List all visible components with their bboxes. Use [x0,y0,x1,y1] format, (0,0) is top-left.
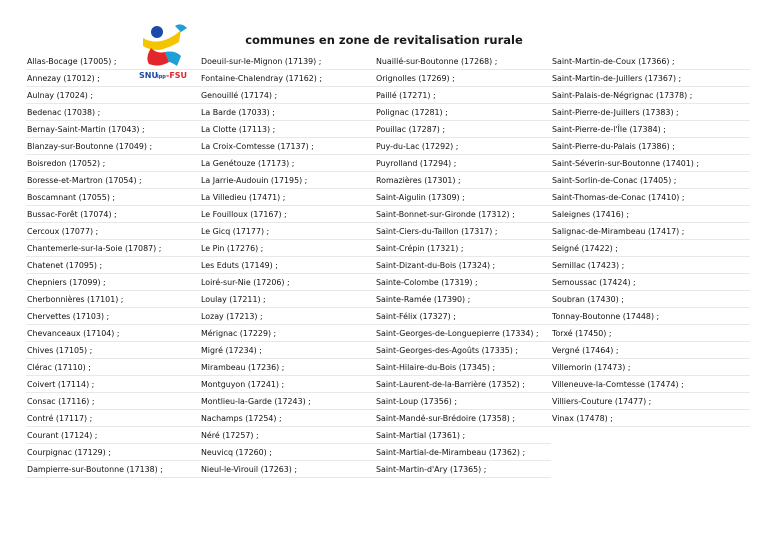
commune-item: Semillac (17423) ; [551,257,750,274]
commune-item: Nuaillé-sur-Boutonne (17268) ; [375,53,551,70]
commune-item: Fontaine-Chalendray (17162) ; [200,70,375,87]
commune-item: Clérac (17110) ; [26,359,200,376]
commune-item: Montguyon (17241) ; [200,376,375,393]
commune-item: Vergné (17464) ; [551,342,750,359]
commune-item: Saint-Loup (17356) ; [375,393,551,410]
logo-text-end: -FSU [166,71,188,80]
page-title: communes en zone de revitalisation rurale [245,33,523,47]
commune-item: Saint-Martin-de-Juillers (17367) ; [551,70,750,87]
commune-item: Saint-Martin-de-Coux (17366) ; [551,53,750,70]
commune-item: Saint-Laurent-de-la-Barrière (17352) ; [375,376,551,393]
commune-item: Saint-Georges-des-Agoûts (17335) ; [375,342,551,359]
commune-item: Paillé (17271) ; [375,87,551,104]
commune-item: Boscamnant (17055) ; [26,189,200,206]
commune-item: Saint-Bonnet-sur-Gironde (17312) ; [375,206,551,223]
commune-item: Le Fouilloux (17167) ; [200,206,375,223]
commune-item: Bernay-Saint-Martin (17043) ; [26,121,200,138]
commune-item: Loiré-sur-Nie (17206) ; [200,274,375,291]
commune-item: Saint-Thomas-de-Conac (17410) ; [551,189,750,206]
commune-item: Saint-Mandé-sur-Brédoire (17358) ; [375,410,551,427]
commune-item: Saint-Sorlin-de-Conac (17405) ; [551,172,750,189]
commune-item: Cercoux (17077) ; [26,223,200,240]
commune-item: Semoussac (17424) ; [551,274,750,291]
commune-item: Puy-du-Lac (17292) ; [375,138,551,155]
commune-item: Nachamps (17254) ; [200,410,375,427]
commune-item: Chevanceaux (17104) ; [26,325,200,342]
commune-item: Chatenet (17095) ; [26,257,200,274]
commune-item: Villeneuve-la-Comtesse (17474) ; [551,376,750,393]
commune-item: Annezay (17012) ; [26,70,200,87]
commune-item: Saint-Pierre-de-l'Île (17384) ; [551,121,750,138]
commune-item: Allas-Bocage (17005) ; [26,53,200,70]
commune-item: Bedenac (17038) ; [26,104,200,121]
commune-item: Aulnay (17024) ; [26,87,200,104]
commune-item: Saint-Aigulin (17309) ; [375,189,551,206]
commune-item: Nieul-le-Virouil (17263) ; [200,461,375,478]
commune-item: Saint-Ciers-du-Taillon (17317) ; [375,223,551,240]
commune-item: Saint-Martin-d'Ary (17365) ; [375,461,551,478]
commune-item: Chives (17105) ; [26,342,200,359]
commune-item: Saint-Pierre-du-Palais (17386) ; [551,138,750,155]
commune-item: Courpignac (17129) ; [26,444,200,461]
commune-item: Saint-Séverin-sur-Boutonne (17401) ; [551,155,750,172]
commune-item: La Barde (17033) ; [200,104,375,121]
commune-item: Villemorin (17473) ; [551,359,750,376]
commune-item: La Villedieu (17471) ; [200,189,375,206]
commune-item: Saint-Félix (17327) ; [375,308,551,325]
commune-item: Chervettes (17103) ; [26,308,200,325]
commune-item: La Genétouze (17173) ; [200,155,375,172]
commune-item: Bussac-Forêt (17074) ; [26,206,200,223]
commune-item: Les Eduts (17149) ; [200,257,375,274]
commune-item: Soubran (17430) ; [551,291,750,308]
commune-item: Saint-Hilaire-du-Bois (17345) ; [375,359,551,376]
commune-item: Doeuil-sur-le-Mignon (17139) ; [200,53,375,70]
commune-item: Tonnay-Boutonne (17448) ; [551,308,750,325]
logo-text-small: ipp [157,74,166,80]
commune-item: Le Pin (17276) ; [200,240,375,257]
commune-item: Consac (17116) ; [26,393,200,410]
commune-item: Mérignac (17229) ; [200,325,375,342]
communes-list [26,53,750,478]
commune-item: Migré (17234) ; [200,342,375,359]
commune-item: Sainte-Ramée (17390) ; [375,291,551,308]
commune-item: Coivert (17114) ; [26,376,200,393]
commune-item: Saint-Martial (17361) ; [375,427,551,444]
commune-item: La Jarrie-Audouin (17195) ; [200,172,375,189]
commune-item: Chepniers (17099) ; [26,274,200,291]
commune-item: Néré (17257) ; [200,427,375,444]
commune-item: Boresse-et-Martron (17054) ; [26,172,200,189]
commune-item: Contré (17117) ; [26,410,200,427]
commune-item: Blanzay-sur-Boutonne (17049) ; [26,138,200,155]
commune-item: Saleignes (17416) ; [551,206,750,223]
commune-item: La Croix-Comtesse (17137) ; [200,138,375,155]
logo-text-main: SNU [139,71,158,80]
commune-item: Chantemerle-sur-la-Soie (17087) ; [26,240,200,257]
commune-item: Mirambeau (17236) ; [200,359,375,376]
commune-item: La Clotte (17113) ; [200,121,375,138]
commune-item: Lozay (17213) ; [200,308,375,325]
commune-item: Le Gicq (17177) ; [200,223,375,240]
commune-item: Saint-Palais-de-Négrignac (17378) ; [551,87,750,104]
commune-item: Genouillé (17174) ; [200,87,375,104]
commune-item: Boisredon (17052) ; [26,155,200,172]
commune-item: Salignac-de-Mirambeau (17417) ; [551,223,750,240]
commune-item: Loulay (17211) ; [200,291,375,308]
commune-item: Dampierre-sur-Boutonne (17138) ; [26,461,200,478]
commune-item: Neuvicq (17260) ; [200,444,375,461]
commune-item: Courant (17124) ; [26,427,200,444]
commune-item: Seigné (17422) ; [551,240,750,257]
commune-item: Saint-Crépin (17321) ; [375,240,551,257]
commune-item: Saint-Pierre-de-Juillers (17383) ; [551,104,750,121]
commune-item: Saint-Dizant-du-Bois (17324) ; [375,257,551,274]
commune-item: Puyrolland (17294) ; [375,155,551,172]
commune-item: Cherbonnières (17101) ; [26,291,200,308]
commune-item: Sainte-Colombe (17319) ; [375,274,551,291]
commune-item: Saint-Georges-de-Longuepierre (17334) ; [375,325,551,342]
commune-item: Saint-Martial-de-Mirambeau (17362) ; [375,444,551,461]
commune-item: Vinax (17478) ; [551,410,750,427]
commune-item: Orignolles (17269) ; [375,70,551,87]
commune-item: Torxé (17450) ; [551,325,750,342]
commune-item: Romazières (17301) ; [375,172,551,189]
commune-item: Montlieu-la-Garde (17243) ; [200,393,375,410]
commune-item: Villiers-Couture (17477) ; [551,393,750,410]
commune-item: Pouillac (17287) ; [375,121,551,138]
commune-item: Polignac (17281) ; [375,104,551,121]
